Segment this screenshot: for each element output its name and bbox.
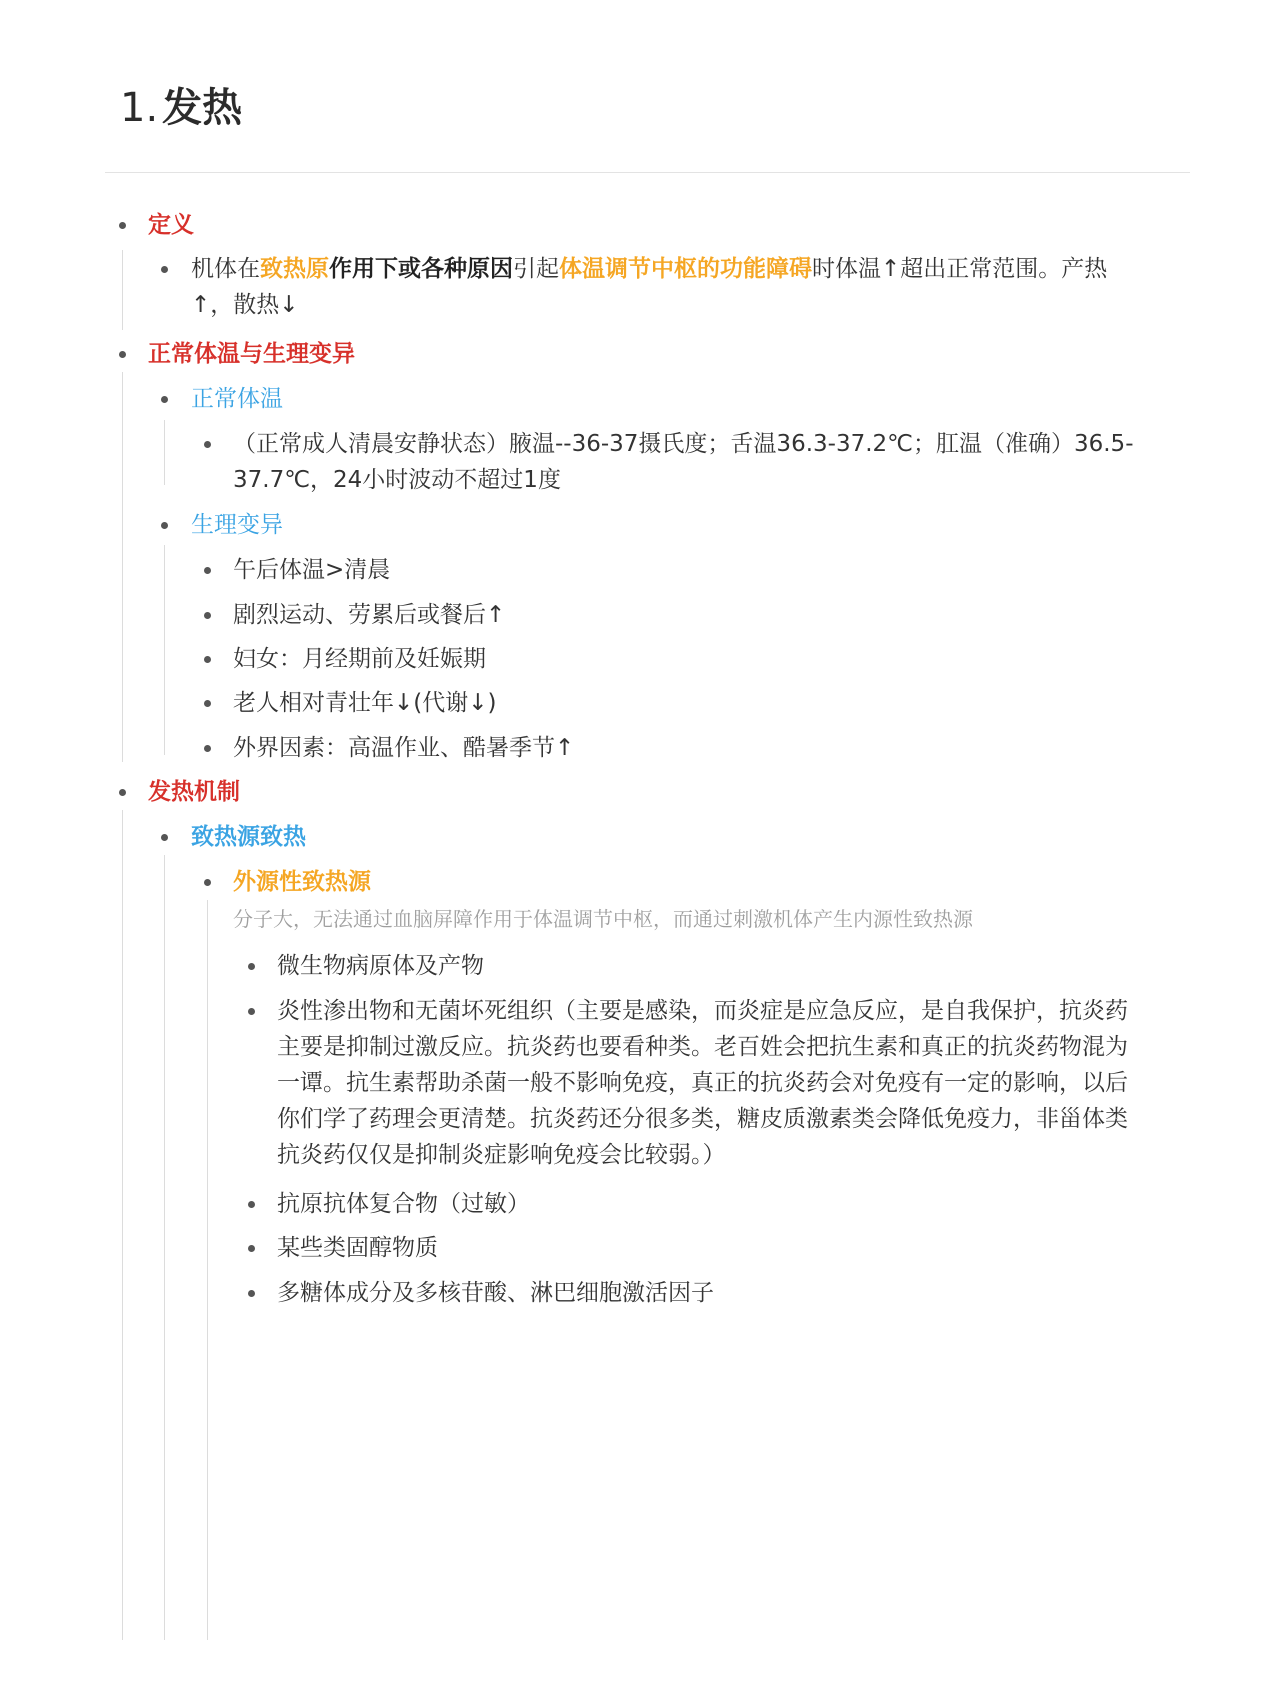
bullet-dot [119,351,126,358]
bullet-dot [119,789,126,796]
bullet-dot [204,612,211,619]
bullet-dot [161,396,168,403]
definition-text [191,251,1181,323]
normal-temp-detail [233,426,1183,498]
list-item [277,993,1182,1173]
subsection-exogenous-pyrogen: 外源性致热源 [233,869,371,895]
bullet-dot [248,1201,255,1208]
indent-guide-level2 [164,855,165,1640]
bullet-dot [204,656,211,663]
highlight-pyrogen: 致热原 [260,256,329,282]
text-line: 你们学了药理会更清楚。抗炎药还分很多类，糖皮质激素类会降低免疫力，非甾体类 [277,1106,1128,1132]
bullet-dot [161,522,168,529]
list-item: 抗原抗体复合物（过敏） [277,1191,530,1217]
heading-number: 1. [120,85,159,131]
text-run: 机体在 [191,256,260,282]
list-item: 午后体温>清晨 [233,557,391,583]
text-line: （正常成人清晨安静状态）腋温--36-37摄氏度；舌温36.3-37.2℃；肛温（准确）36.5- [233,431,1134,457]
bullet-dot [248,1008,255,1015]
exogenous-note: 分子大，无法通过血脑屏障作用于体温调节中枢，而通过刺激机体产生内源性致热源 [233,907,973,931]
section-fever-mechanism: 发热机制 [148,779,240,805]
bullet-dot [248,1290,255,1297]
bullet-dot [248,1245,255,1252]
list-item: 多糖体成分及多核苷酸、淋巴细胞激活因子 [277,1280,714,1306]
indent-guide-level1 [122,810,123,1640]
bullet-dot [161,266,168,273]
section-definition: 定义 [148,212,194,238]
list-item: 妇女：月经期前及妊娠期 [233,646,486,672]
indent-guide-level1 [122,250,123,330]
bullet-dot [248,963,255,970]
text-line: 炎性渗出物和无菌坏死组织（主要是感染，而炎症是应急反应，是自我保护，抗炎药 [277,998,1128,1024]
indent-guide-level3 [207,900,208,1640]
indent-guide-level2 [164,545,165,755]
bullet-dot [204,700,211,707]
text-run: 时体温↑超出正常范围。产热 [812,256,1108,282]
text-run: 引起 [513,256,559,282]
bold-text: 作用下或各种原因 [329,256,513,282]
title-divider [105,172,1190,173]
indent-guide-level1 [122,372,123,762]
bullet-dot [204,441,211,448]
subsection-physiological-variation: 生理变异 [191,512,283,538]
text-run: ↑，散热↓ [191,292,299,318]
highlight-center-dysfunction: 体温调节中枢的功能障碍 [559,256,812,282]
page-title [120,76,242,133]
indent-guide-level2 [164,420,165,485]
text-line: 抗炎药仅仅是抑制炎症影响免疫会比较弱。） [277,1142,726,1168]
bullet-dot [204,745,211,752]
bullet-dot [204,567,211,574]
bullet-dot [161,834,168,841]
bullet-dot [119,222,126,229]
subsection-normal-temp: 正常体温 [191,386,283,412]
list-item: 剧烈运动、劳累后或餐后↑ [233,602,506,628]
bullet-dot [204,879,211,886]
list-item: 某些类固醇物质 [277,1235,438,1261]
text-line: 37.7℃，24小时波动不超过1度 [233,467,561,493]
list-item: 老人相对青壮年↓(代谢↓) [233,690,497,716]
subsection-pyrogen-fever: 致热源致热 [191,824,306,850]
text-line: 主要是抑制过激反应。抗炎药也要看种类。老百姓会把抗生素和真正的抗炎药物混为 [277,1034,1128,1060]
section-normal-temperature: 正常体温与生理变异 [148,341,355,367]
heading-text: 发热 [162,85,243,131]
text-line: 一谭。抗生素帮助杀菌一般不影响免疫，真正的抗炎药会对免疫有一定的影响，以后 [277,1070,1128,1096]
list-item: 外界因素：高温作业、酷暑季节↑ [233,735,575,761]
list-item: 微生物病原体及产物 [277,953,484,979]
